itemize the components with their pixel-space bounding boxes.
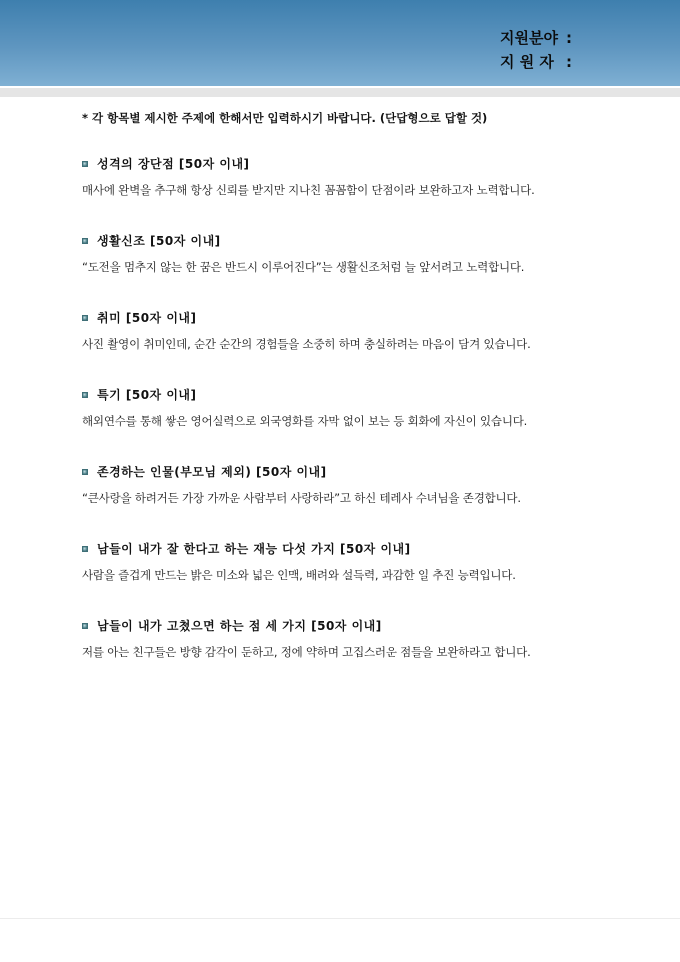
header-band (0, 0, 680, 86)
square-bullet-icon (82, 623, 88, 629)
applicant-label: 지 원 자 (500, 53, 554, 71)
question-section (82, 308, 600, 357)
question-title-text: 생활신조 [50자 이내] (97, 234, 221, 248)
question-title-text: 특기 [50자 이내] (97, 388, 197, 402)
section-list (82, 154, 600, 665)
question-title (82, 231, 600, 251)
question-title-text: 남들이 내가 잘 한다고 하는 재능 다섯 가지 [50자 이내] (97, 542, 411, 556)
square-bullet-icon (82, 469, 88, 475)
applicant-line (500, 50, 572, 74)
question-title (82, 616, 600, 636)
answer-text: 사람을 즐겁게 만드는 밝은 미소와 넓은 인맥, 배려와 설득력, 과감한 일 추진 능력입니다. (82, 568, 516, 582)
document-body (82, 108, 600, 693)
question-section (82, 231, 600, 280)
question-title (82, 385, 600, 405)
answer-text: 사진 촬영이 취미인데, 순간 순간의 경험들을 소중히 하며 충실하려는 마음이 담겨 있습니다. (82, 337, 531, 351)
question-title (82, 462, 600, 482)
square-bullet-icon (82, 238, 88, 244)
question-section (82, 385, 600, 434)
question-section (82, 462, 600, 511)
answer-text: “도전을 멈추지 않는 한 꿈은 반드시 이루어진다”는 생활신조처럼 늘 앞서려고 노력합니다. (82, 260, 525, 274)
question-title (82, 539, 600, 559)
question-title-text: 존경하는 인물(부모님 제외) [50자 이내] (97, 465, 327, 479)
answer-text: “큰사랑을 하려거든 가장 가까운 사람부터 사랑하라”고 하신 테레사 수녀님을 존경합니다. (82, 491, 521, 505)
question-title (82, 154, 600, 174)
question-title (82, 308, 600, 328)
question-title-text: 취미 [50자 이내] (97, 311, 197, 325)
question-section (82, 154, 600, 203)
applicant-info (500, 26, 572, 74)
field-line (500, 26, 572, 50)
field-colon: : (566, 29, 572, 47)
question-title-text: 남들이 내가 고쳤으면 하는 점 세 가지 [50자 이내] (97, 619, 382, 633)
applicant-colon: : (566, 53, 572, 71)
answer-text: 매사에 완벽을 추구해 항상 신뢰를 받지만 지나친 꼼꼼함이 단점이라 보완하고자 노력합니다. (82, 183, 535, 197)
question-section (82, 616, 600, 665)
square-bullet-icon (82, 315, 88, 321)
instruction-text: * 각 항목별 제시한 주제에 한해서만 입력하시기 바랍니다. (단답형으로 답할 것) (82, 111, 488, 125)
square-bullet-icon (82, 546, 88, 552)
square-bullet-icon (82, 392, 88, 398)
header-divider (0, 88, 680, 97)
answer-text: 저를 아는 친구들은 방향 감각이 둔하고, 정에 약하며 고집스러운 점들을 보완하라고 합니다. (82, 645, 531, 659)
question-section (82, 539, 600, 588)
square-bullet-icon (82, 161, 88, 167)
field-label: 지원분야 (500, 29, 558, 47)
footer-divider (0, 918, 680, 919)
answer-text: 해외연수를 통해 쌓은 영어실력으로 외국영화를 자막 없이 보는 등 회화에 자신이 있습니다. (82, 414, 528, 428)
question-title-text: 성격의 장단점 [50자 이내] (97, 157, 250, 171)
